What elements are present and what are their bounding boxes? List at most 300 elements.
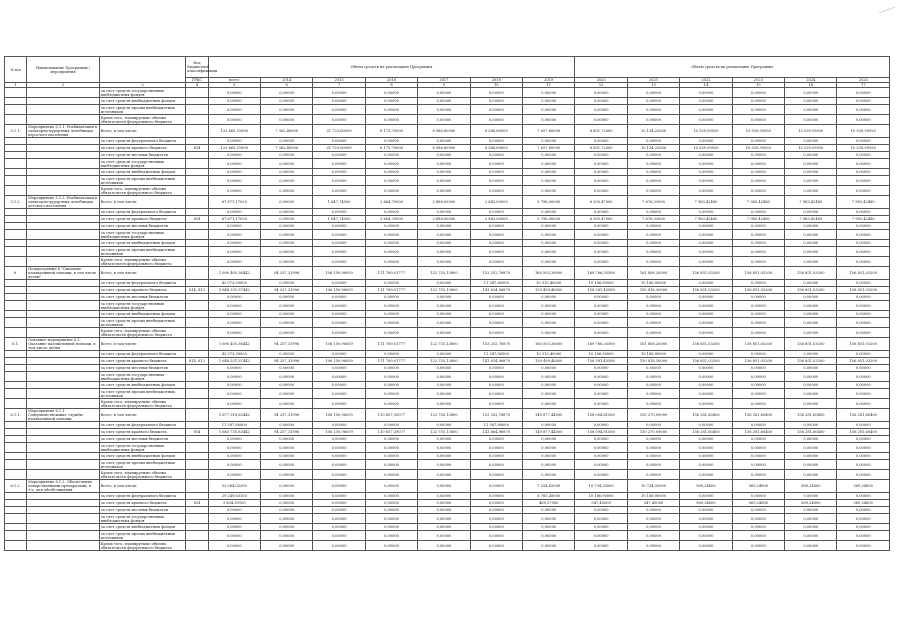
row-amount: 0,00000 <box>785 493 837 500</box>
row-amount: 0,00000 <box>418 230 470 240</box>
row-funding-source: Кроме того, планируемые объемы обязательств федерального бюджета <box>99 470 186 480</box>
row-amount: 0,00000 <box>470 257 522 267</box>
row-amount: 94 257,31996 <box>260 287 312 294</box>
row-amount: 0,00000 <box>627 301 679 311</box>
row-amount: 7 983,42480 <box>732 216 784 223</box>
row-amount: 0,00000 <box>365 318 417 328</box>
row-amount: 0,00000 <box>523 301 575 311</box>
row-amount: 10 315,40000 <box>523 351 575 358</box>
row-amount: 0,00000 <box>260 524 312 531</box>
row-amount: 149 877,44000 <box>523 409 575 422</box>
row-amount: 0,00000 <box>837 223 890 230</box>
table-row <box>5 257 890 267</box>
row-amount: 0,00000 <box>365 209 417 216</box>
row-amount: 141 664,96870 <box>470 429 522 436</box>
row-budget-code <box>186 196 208 209</box>
row-amount: 10 186,90000 <box>575 351 627 358</box>
row-amount: 0,00000 <box>418 138 470 145</box>
row-budget-code <box>186 88 208 98</box>
row-amount: 0,00000 <box>680 88 732 98</box>
row-amount: 0,00000 <box>365 443 417 453</box>
header-year: 2018 <box>470 78 522 83</box>
row-amount: 0,00000 <box>208 209 260 216</box>
row-amount: 122 755,13800 <box>418 287 470 294</box>
row-amount: 141 634,96870 <box>470 358 522 365</box>
row-number <box>5 257 27 267</box>
row-funding-source: за счет средств прочих внебюджетных источников <box>99 389 186 399</box>
row-amount: 0,00000 <box>523 531 575 541</box>
row-amount: 0,00000 <box>732 176 784 186</box>
row-amount: 0,00000 <box>523 507 575 514</box>
page-corner-mark <box>877 6 897 14</box>
row-amount: 0,00000 <box>837 88 890 98</box>
row-funding-source: Всего, в том числе: <box>99 125 186 138</box>
row-amount: 0,00000 <box>208 115 260 125</box>
row-funding-source: за счет средств краевого бюджета <box>99 429 186 436</box>
row-number <box>5 159 27 169</box>
row-amount: 156 851,03200 <box>837 267 890 280</box>
row-amount: 0,00000 <box>313 382 365 389</box>
row-amount: 0,00000 <box>365 422 417 429</box>
row-amount: 0,00000 <box>732 328 784 338</box>
row-amount: 0,00000 <box>418 443 470 453</box>
table-row <box>5 98 890 105</box>
row-amount: 0,00000 <box>837 98 890 105</box>
row-amount: 6 785,45000 <box>523 493 575 500</box>
row-number <box>5 216 27 223</box>
row-amount: 158 094,81580 <box>575 409 627 422</box>
row-amount: 0,00000 <box>470 311 522 318</box>
row-amount: 0,00000 <box>523 247 575 257</box>
row-amount: 0,00000 <box>470 247 522 257</box>
row-activity-name <box>27 422 100 429</box>
row-number <box>5 541 27 551</box>
row-amount: 0,00000 <box>785 280 837 287</box>
row-budget-code: 814, 812 <box>186 358 208 365</box>
row-number <box>5 186 27 196</box>
row-amount: 0,00000 <box>208 524 260 531</box>
row-amount: 0,00000 <box>732 98 784 105</box>
row-amount: 0,00000 <box>208 531 260 541</box>
row-number <box>5 240 27 247</box>
row-funding-source: Всего, в том числе: <box>99 338 186 351</box>
row-amount: 0,00000 <box>313 152 365 159</box>
row-amount: 0,00000 <box>523 88 575 98</box>
row-amount: 106 150,96059 <box>313 267 365 280</box>
row-amount: 0,00000 <box>470 524 522 531</box>
row-amount: 94 257,31996 <box>260 409 312 422</box>
row-amount: 156 851,03200 <box>680 338 732 351</box>
row-amount: 111 769,01777 <box>365 267 417 280</box>
row-amount: 160 503,26000 <box>523 338 575 351</box>
row-amount: 0,00000 <box>575 328 627 338</box>
row-amount: 0,00000 <box>680 351 732 358</box>
row-amount: 6 305,47000 <box>575 216 627 223</box>
row-activity-name <box>27 280 100 287</box>
table-row <box>5 216 890 223</box>
row-funding-source: Кроме того, планируемые объемы обязательств федерального бюджета <box>99 328 186 338</box>
row-amount: 0,00000 <box>260 257 312 267</box>
row-amount: 0,00000 <box>680 443 732 453</box>
row-budget-code <box>186 209 208 216</box>
row-budget-code <box>186 338 208 351</box>
row-amount: 156 851,03200 <box>732 338 784 351</box>
row-amount: 0,00000 <box>523 240 575 247</box>
row-activity-name <box>27 470 100 480</box>
row-amount: 5 796,00000 <box>523 216 575 223</box>
row-activity-name <box>27 328 100 338</box>
row-activity-name <box>27 500 100 507</box>
row-amount: 0,00000 <box>313 138 365 145</box>
row-amount: 0,00000 <box>365 115 417 125</box>
row-amount: 0,00000 <box>837 169 890 176</box>
row-amount: 0,00000 <box>260 453 312 460</box>
table-row <box>5 152 890 159</box>
row-funding-source: за счет средств краевого бюджета <box>99 287 186 294</box>
row-amount: 0,00000 <box>627 98 679 105</box>
row-number <box>5 176 27 186</box>
row-amount: 1 690 405,36442 <box>208 338 260 351</box>
row-amount: 1 647,74000 <box>313 216 365 223</box>
row-amount: 0,00000 <box>418 318 470 328</box>
row-amount: 0,00000 <box>627 443 679 453</box>
row-budget-code <box>186 460 208 470</box>
row-amount: 106 150,96059 <box>313 338 365 351</box>
row-activity-name <box>27 240 100 247</box>
row-budget-code <box>186 399 208 409</box>
row-funding-source: за счет средств прочих внебюджетных источников <box>99 460 186 470</box>
table-row <box>5 328 890 338</box>
row-amount: 156 281,60400 <box>785 409 837 422</box>
row-number <box>5 399 27 409</box>
header-col-index: 11 <box>523 83 575 88</box>
row-amount: 0,00000 <box>365 389 417 399</box>
header-col-index: 2 <box>27 83 100 88</box>
row-funding-source: за счет средств внебюджетных фондов <box>99 240 186 247</box>
row-number <box>5 328 27 338</box>
table-row <box>5 318 890 328</box>
row-amount: 569,24800 <box>732 500 784 507</box>
row-funding-source: Кроме того, планируемые объемы обязательств федерального бюджета <box>99 399 186 409</box>
row-funding-source: за счет средств федерального бюджета <box>99 493 186 500</box>
row-amount: 0,00000 <box>208 514 260 524</box>
row-amount: 0,00000 <box>837 230 890 240</box>
header-year: 2024 <box>785 78 837 83</box>
row-amount: 0,00000 <box>627 152 679 159</box>
row-amount: 156 281,60400 <box>785 429 837 436</box>
row-amount: 0,00000 <box>680 311 732 318</box>
row-amount: 1 665 730,83442 <box>208 429 260 436</box>
row-funding-source: за счет средств местных бюджетов <box>99 223 186 230</box>
row-amount: 0,00000 <box>627 372 679 382</box>
row-amount: 0,00000 <box>837 399 890 409</box>
row-activity-name <box>27 514 100 524</box>
row-amount: 0,00000 <box>260 493 312 500</box>
row-amount: 0,00000 <box>837 389 890 399</box>
row-funding-source: за счет средств краевого бюджета <box>99 145 186 152</box>
header-year: 2025 <box>837 78 890 83</box>
row-amount: 0,00000 <box>418 247 470 257</box>
row-amount: 0,00000 <box>313 365 365 372</box>
row-activity-name <box>27 152 100 159</box>
row-amount: 0,00000 <box>208 311 260 318</box>
row-budget-code <box>186 159 208 169</box>
row-activity-name <box>27 257 100 267</box>
row-activity-name <box>27 230 100 240</box>
row-amount: 5 796,00000 <box>523 196 575 209</box>
row-amount: 0,00000 <box>365 301 417 311</box>
row-amount: 0,00000 <box>260 138 312 145</box>
row-amount: 0,00000 <box>785 105 837 115</box>
row-amount: 111 769,01777 <box>365 358 417 365</box>
row-amount: 0,00000 <box>680 541 732 551</box>
row-funding-source: за счет средств государственных внебюджетных фондов <box>99 443 186 453</box>
row-amount: 0,00000 <box>785 507 837 514</box>
row-budget-code <box>186 169 208 176</box>
row-amount: 0,00000 <box>837 159 890 169</box>
row-amount: 0,00000 <box>470 453 522 460</box>
row-amount: 0,00000 <box>627 514 679 524</box>
row-amount: 10 539,59920 <box>732 145 784 152</box>
row-amount: 0,00000 <box>575 514 627 524</box>
row-amount: 0,00000 <box>365 541 417 551</box>
row-number <box>5 436 27 443</box>
row-activity-name <box>27 399 100 409</box>
row-amount: 21 723,60000 <box>313 145 365 152</box>
row-amount: 160 503,26000 <box>523 267 575 280</box>
row-amount: 67 871,17020 <box>208 196 260 209</box>
row-amount: 0,00000 <box>470 372 522 382</box>
row-amount: 0,00000 <box>365 382 417 389</box>
row-amount: 0,00000 <box>313 460 365 470</box>
row-amount: 7 983,42480 <box>785 216 837 223</box>
row-amount: 0,00000 <box>523 318 575 328</box>
row-amount: 0,00000 <box>680 365 732 372</box>
row-activity-name <box>27 443 100 453</box>
row-amount: 161 808,20000 <box>627 267 679 280</box>
row-amount: 0,00000 <box>785 88 837 98</box>
table-row <box>5 389 890 399</box>
row-amount: 0,00000 <box>365 507 417 514</box>
row-funding-source: за счет средств местных бюджетов <box>99 152 186 159</box>
row-amount: 547,45000 <box>575 500 627 507</box>
row-amount: 122 755,13800 <box>418 429 470 436</box>
row-amount: 0,00000 <box>732 159 784 169</box>
row-budget-code <box>186 115 208 125</box>
row-amount: 0,00000 <box>575 159 627 169</box>
row-amount: 156 281,60400 <box>732 409 784 422</box>
row-amount: 7 676,33000 <box>627 196 679 209</box>
table-row <box>5 500 890 507</box>
row-amount: 0,00000 <box>208 169 260 176</box>
row-budget-code <box>186 372 208 382</box>
row-amount: 0,00000 <box>365 186 417 196</box>
row-activity-name: Мероприятие 6.1.1. Совершенствование службы паллиативной помощи <box>27 409 100 422</box>
row-amount: 0,00000 <box>680 105 732 115</box>
header-col-index: 9 <box>418 83 470 88</box>
row-budget-code <box>186 480 208 493</box>
row-funding-source: за счет средств государственных внебюджетных фондов <box>99 159 186 169</box>
row-amount: 0,00000 <box>627 230 679 240</box>
header-col-index: 16 <box>785 83 837 88</box>
row-amount: 0,00000 <box>732 152 784 159</box>
row-amount: 0,00000 <box>418 531 470 541</box>
row-amount: 106 150,96059 <box>313 358 365 365</box>
row-amount: 0,00000 <box>575 453 627 460</box>
header-col-index: 8 <box>365 83 417 88</box>
row-funding-source: за счет средств краевого бюджета <box>99 500 186 507</box>
row-activity-name <box>27 223 100 230</box>
row-amount: 7 657,60000 <box>523 125 575 138</box>
row-amount: 156 851,03200 <box>837 338 890 351</box>
row-budget-code: 814, 812 <box>186 287 208 294</box>
row-budget-code <box>186 152 208 159</box>
row-amount: 0,00000 <box>575 382 627 389</box>
table-row <box>5 422 890 429</box>
row-amount: 0,00000 <box>732 186 784 196</box>
row-amount: 0,00000 <box>732 223 784 230</box>
row-amount: 0,00000 <box>313 372 365 382</box>
row-amount: 0,00000 <box>313 280 365 287</box>
row-amount: 0,00000 <box>785 294 837 301</box>
row-amount: 0,00000 <box>313 159 365 169</box>
row-amount: 0,00000 <box>313 318 365 328</box>
row-funding-source: Кроме того, планируемые объемы обязательств федерального бюджета <box>99 257 186 267</box>
row-amount: 0,00000 <box>208 159 260 169</box>
row-amount: 0,00000 <box>575 460 627 470</box>
row-amount: 1 677 318,63442 <box>208 409 260 422</box>
row-amount: 0,00000 <box>418 328 470 338</box>
row-amount: 0,00000 <box>418 453 470 460</box>
row-amount: 0,00000 <box>837 541 890 551</box>
row-amount: 150 499,46000 <box>523 358 575 365</box>
row-amount: 0,00000 <box>785 399 837 409</box>
row-amount: 0,00000 <box>208 230 260 240</box>
row-amount: 0,00000 <box>575 301 627 311</box>
row-amount: 0,00000 <box>418 115 470 125</box>
header-source <box>99 57 186 83</box>
row-budget-code <box>186 230 208 240</box>
row-amount: 0,00000 <box>260 389 312 399</box>
row-amount: 0,00000 <box>680 507 732 514</box>
row-amount: 0,00000 <box>575 443 627 453</box>
row-amount: 0,00000 <box>418 88 470 98</box>
row-amount: 0,00000 <box>732 280 784 287</box>
row-amount: 0,00000 <box>313 169 365 176</box>
row-amount: 11 587,80000 <box>208 422 260 429</box>
row-funding-source: за счет средств местных бюджетов <box>99 365 186 372</box>
row-amount: 0,00000 <box>575 531 627 541</box>
table-row <box>5 247 890 257</box>
row-budget-code <box>186 493 208 500</box>
table-row <box>5 351 890 358</box>
header-col-index: 10 <box>470 83 522 88</box>
row-number: 6.1. <box>5 338 27 351</box>
row-amount: 7 983,42480 <box>680 196 732 209</box>
row-amount: 0,00000 <box>785 311 837 318</box>
row-amount: 0,00000 <box>732 470 784 480</box>
row-amount: 0,00000 <box>418 372 470 382</box>
row-amount: 0,00000 <box>365 223 417 230</box>
row-funding-source: за счет средств внебюджетных фондов <box>99 98 186 105</box>
row-amount: 0,00000 <box>365 240 417 247</box>
header-name: Наименование Программы / мероприятия <box>27 57 100 83</box>
table-row <box>5 301 890 311</box>
row-amount: 0,00000 <box>470 328 522 338</box>
row-amount: 0,00000 <box>680 399 732 409</box>
row-number <box>5 453 27 460</box>
row-amount: 0,00000 <box>680 159 732 169</box>
table-row <box>5 541 890 551</box>
row-number <box>5 138 27 145</box>
row-amount: 0,00000 <box>313 294 365 301</box>
header-year: 2016 <box>365 78 417 83</box>
table-row <box>5 493 890 500</box>
row-amount: 569,24800 <box>837 480 890 493</box>
row-amount: 0,00000 <box>523 365 575 372</box>
row-amount: 0,00000 <box>523 453 575 460</box>
row-amount: 0,00000 <box>732 514 784 524</box>
row-amount: 0,00000 <box>208 98 260 105</box>
row-number <box>5 311 27 318</box>
row-amount: 0,00000 <box>260 480 312 493</box>
row-amount: 0,00000 <box>260 230 312 240</box>
row-funding-source: за счет средств краевого бюджета <box>99 216 186 223</box>
header-year: 2021 <box>627 78 679 83</box>
row-number <box>5 382 27 389</box>
row-amount: 0,00000 <box>523 223 575 230</box>
row-amount: 0,00000 <box>680 382 732 389</box>
row-amount: 0,00000 <box>208 138 260 145</box>
row-amount: 156 281,60400 <box>680 429 732 436</box>
row-amount: 0,00000 <box>470 460 522 470</box>
row-budget-code <box>186 186 208 196</box>
row-amount: 0,00000 <box>575 88 627 98</box>
row-amount: 0,00000 <box>575 422 627 429</box>
row-amount: 0,00000 <box>208 257 260 267</box>
table-row <box>5 267 890 280</box>
row-amount: 0,00000 <box>418 311 470 318</box>
row-amount: 0,00000 <box>260 436 312 443</box>
row-amount: 0,00000 <box>208 176 260 186</box>
row-amount: 0,00000 <box>627 169 679 176</box>
row-number <box>5 500 27 507</box>
row-amount: 0,00000 <box>313 436 365 443</box>
row-amount: 0,00000 <box>313 186 365 196</box>
table-row <box>5 196 890 209</box>
row-amount: 21 723,60000 <box>313 125 365 138</box>
row-amount: 0,00000 <box>627 176 679 186</box>
row-funding-source: за счет средств прочих внебюджетных источников <box>99 318 186 328</box>
row-amount: 0,00000 <box>523 460 575 470</box>
row-funding-source: за счет средств прочих внебюджетных источников <box>99 247 186 257</box>
row-amount: 0,00000 <box>785 382 837 389</box>
row-amount: 0,00000 <box>470 294 522 301</box>
row-activity-name <box>27 524 100 531</box>
row-amount: 156 281,60400 <box>732 429 784 436</box>
row-amount: 0,00000 <box>313 98 365 105</box>
header-num: № п/п <box>5 57 27 83</box>
row-amount: 0,00000 <box>523 186 575 196</box>
row-amount: 7 983,42480 <box>837 216 890 223</box>
row-number <box>5 230 27 240</box>
row-amount: 0,00000 <box>260 541 312 551</box>
row-number <box>5 507 27 514</box>
row-amount: 0,00000 <box>313 399 365 409</box>
row-amount: 7 983,42480 <box>732 196 784 209</box>
row-funding-source: за счет средств внебюджетных фондов <box>99 382 186 389</box>
row-amount: 0,00000 <box>365 98 417 105</box>
